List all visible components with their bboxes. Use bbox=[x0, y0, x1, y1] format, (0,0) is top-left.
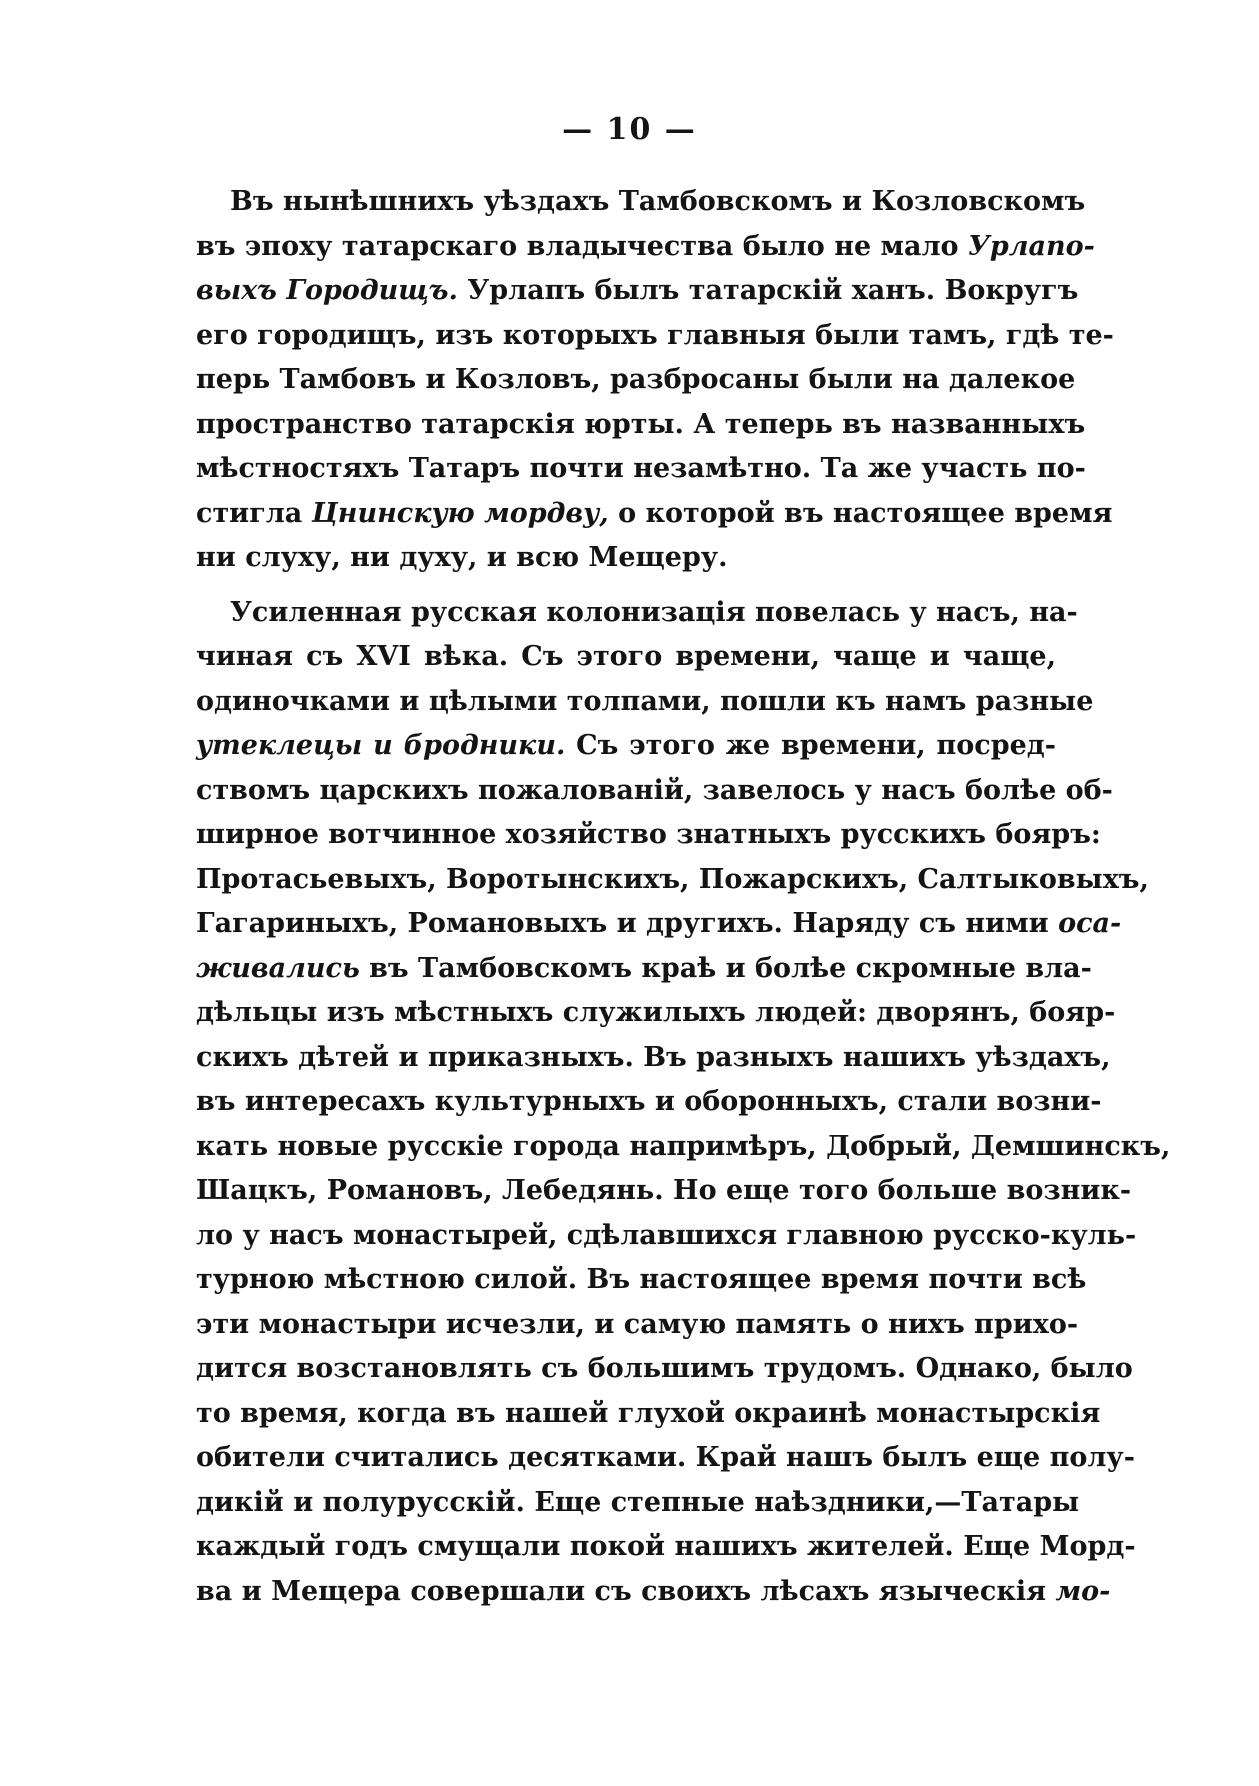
text-segment: обители считались десятками. Край нашъ былъ еще полу- bbox=[196, 1442, 1135, 1473]
text-segment: ширное вотчинное хозяйство знатныхъ русскихъ бояръ: bbox=[196, 819, 1101, 850]
text-line bbox=[196, 536, 1056, 581]
text-line bbox=[196, 591, 1078, 636]
text-segment: одиночками и цѣлыми толпами, пошли къ намъ разные bbox=[196, 685, 1094, 717]
italic-text-segment: утеклецы и бродники. bbox=[196, 730, 566, 761]
text-segment: въ интересахъ культурныхъ и оборонныхъ, стали возни- bbox=[196, 1086, 1102, 1117]
text-segment: ва и Мещера совершали съ своихъ лѣсахъ языческія bbox=[196, 1575, 1056, 1607]
text-segment: дится возстановлять съ большимъ трудомъ. Однако, было bbox=[196, 1353, 1133, 1384]
text-line bbox=[196, 680, 1094, 725]
text-line bbox=[196, 635, 1056, 680]
text-line bbox=[196, 314, 1114, 359]
text-line bbox=[196, 813, 1101, 858]
text-segment: пространство татарскія юрты. А теперь въ названныхъ bbox=[196, 408, 1086, 440]
text-segment: дикій и полурусскій. Еще степные наѣздники,—Татары bbox=[196, 1486, 1080, 1518]
text-line bbox=[196, 1036, 1111, 1081]
text-line bbox=[196, 269, 1079, 314]
text-segment: турною мѣстною силой. Въ настоящее время почти всѣ bbox=[196, 1264, 1087, 1295]
text-line bbox=[196, 1258, 1087, 1303]
italic-text-segment: Цнинскую мордву, bbox=[311, 497, 609, 529]
text-segment: стигла bbox=[196, 497, 312, 529]
text-segment: то время, когда въ нашей глухой окраинѣ монастырскія bbox=[196, 1397, 1101, 1429]
text-segment: мѣстностяхъ Татаръ почти незамѣтно. Та же участь по- bbox=[196, 453, 1086, 484]
text-segment: каждый годъ смущали покой нашихъ жителей. Еще Морд- bbox=[196, 1531, 1136, 1562]
text-line bbox=[196, 1392, 1101, 1437]
text-line bbox=[196, 1169, 1132, 1214]
text-line bbox=[196, 1347, 1133, 1392]
text-line bbox=[196, 1525, 1136, 1570]
text-segment: Шацкъ, Романовъ, Лебедянь. Но еще того больше возник- bbox=[196, 1175, 1132, 1206]
text-line bbox=[196, 180, 1086, 225]
text-line bbox=[196, 492, 1113, 537]
text-line bbox=[196, 358, 1076, 403]
text-segment: его городищъ, изъ которыхъ главныя были тамъ, гдѣ те- bbox=[196, 319, 1114, 351]
text-segment: Усиленная русская колонизація повелась у насъ, на- bbox=[230, 596, 1078, 628]
italic-text-segment: выхъ Городищъ. bbox=[196, 275, 458, 306]
text-segment: дѣльцы изъ мѣстныхъ служилыхъ людей: дворянъ, бояр- bbox=[196, 997, 1116, 1028]
text-line bbox=[196, 403, 1086, 448]
text-line bbox=[196, 1214, 1137, 1259]
italic-text-segment: Урлапо- bbox=[967, 230, 1095, 262]
italic-text-segment: мо- bbox=[1055, 1575, 1111, 1607]
text-segment: Въ нынѣшнихъ уѣздахъ Тамбовскомъ и Козловскомъ bbox=[230, 186, 1086, 217]
text-segment: ни слуху, ни духу, и всю Мещеру. bbox=[196, 542, 728, 573]
text-segment: Протасьевыхъ, Воротынскихъ, Пожарскихъ, Салтыковыхъ, bbox=[196, 863, 1149, 895]
page-number: — 10 — bbox=[562, 112, 697, 147]
text-line bbox=[196, 1080, 1102, 1125]
text-segment: о которой въ настоящее время bbox=[608, 497, 1113, 529]
text-line bbox=[196, 225, 1095, 270]
italic-text-segment: оса- bbox=[1058, 908, 1122, 939]
text-segment: въ эпоху татарскаго владычества было не мало bbox=[196, 230, 968, 262]
text-line bbox=[196, 1125, 1171, 1170]
text-line bbox=[196, 991, 1116, 1036]
text-line bbox=[196, 1481, 1080, 1526]
text-segment: въ Тамбовскомъ краѣ и болѣе скромные вла- bbox=[359, 952, 1092, 984]
text-line bbox=[196, 947, 1092, 992]
text-segment: перь Тамбовъ и Козловъ, разбросаны были на далекое bbox=[196, 364, 1076, 395]
text-segment: ствомъ царскихъ пожалованій, завелось у насъ болѣе об- bbox=[196, 774, 1113, 806]
text-line bbox=[196, 724, 1056, 769]
text-line bbox=[196, 769, 1113, 814]
text-line bbox=[196, 902, 1122, 947]
text-segment: эти монастыри исчезли, и самую память о нихъ прихо- bbox=[196, 1308, 1079, 1340]
text-segment: скихъ дѣтей и приказныхъ. Въ разныхъ нашихъ уѣздахъ, bbox=[196, 1041, 1111, 1073]
text-line bbox=[196, 447, 1086, 492]
text-segment: Съ этого же времени, посред- bbox=[565, 730, 1056, 761]
text-segment: ло у насъ монастырей, сдѣлавшихся главною русско-куль- bbox=[196, 1219, 1137, 1251]
text-segment: чиная съ XVI вѣка. Съ этого времени, чаще и чаще, bbox=[196, 641, 1056, 672]
text-segment: Урлапъ былъ татарскій ханъ. Вокругъ bbox=[457, 275, 1079, 306]
text-line bbox=[196, 1570, 1111, 1615]
text-segment: Гагариныхъ, Романовыхъ и другихъ. Наряду съ ними bbox=[196, 908, 1059, 939]
text-line bbox=[196, 1303, 1079, 1348]
page-body-text bbox=[196, 180, 1171, 1614]
text-line bbox=[196, 1436, 1135, 1481]
text-segment: кать новые русскіе города напримѣръ, Добрый, Демшинскъ, bbox=[196, 1130, 1171, 1162]
text-line bbox=[196, 858, 1149, 903]
italic-text-segment: живались bbox=[196, 952, 360, 984]
